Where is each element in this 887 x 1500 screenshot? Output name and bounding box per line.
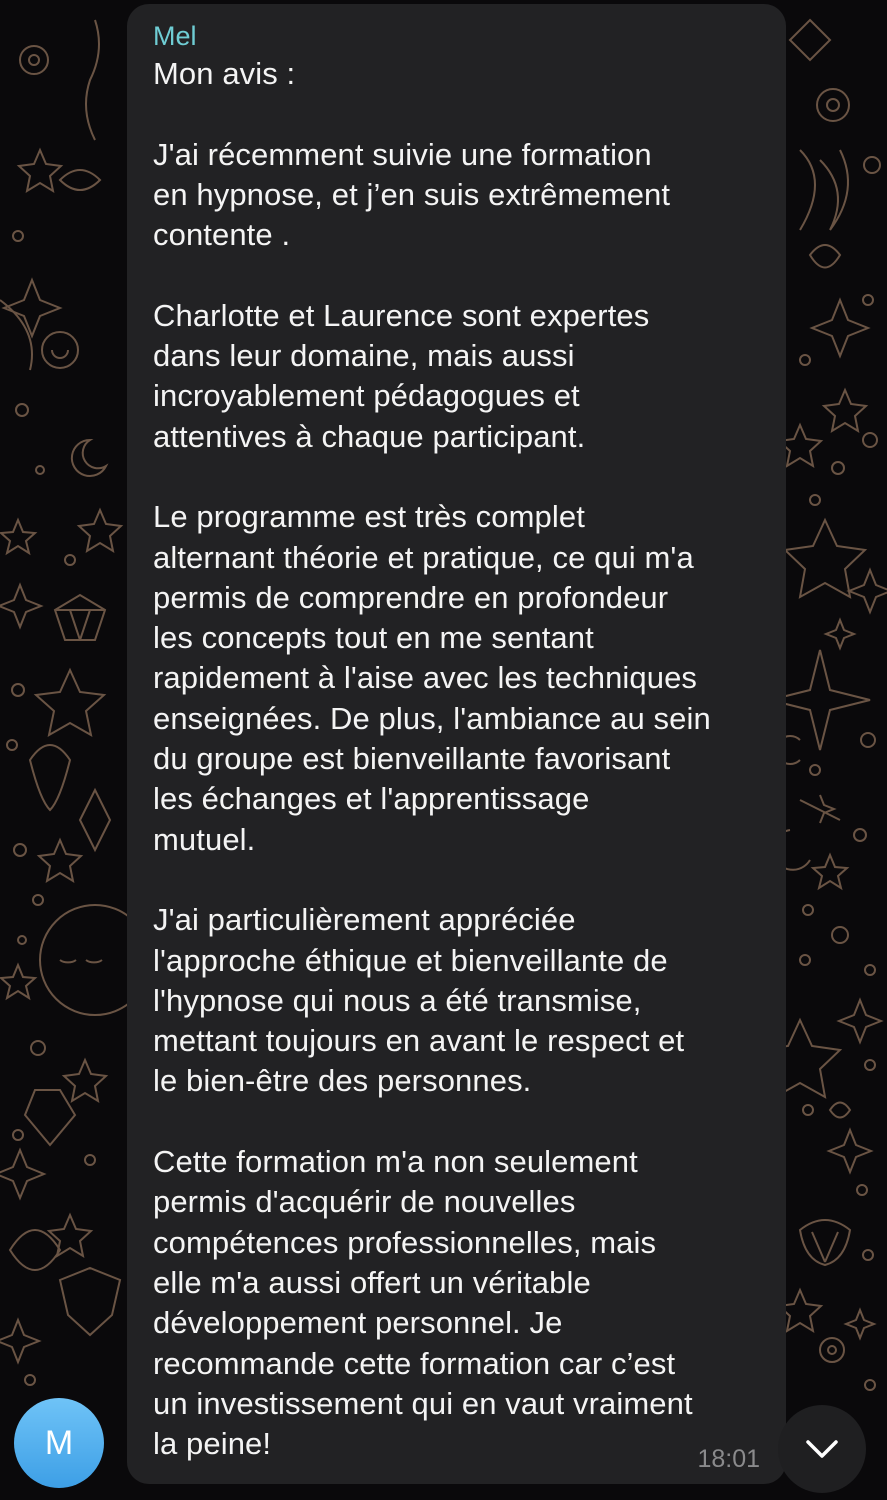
scroll-down-button[interactable]	[778, 1405, 866, 1493]
chevron-down-icon	[802, 1429, 842, 1469]
sender-name[interactable]: Mel	[153, 21, 197, 51]
avatar-initial: M	[44, 1423, 74, 1462]
message-time: 18:01	[697, 1445, 760, 1473]
message-bubble[interactable]	[127, 4, 786, 1484]
avatar[interactable]	[14, 1398, 104, 1488]
message-text: Mon avis : J'ai récemment suivie une formation en hypnose, et j’en suis extrêmement contente . Charlotte et Laurence sont expertes dans leur domaine, mais aussi incroyablement pédagogues et attentives à chaque participant. Le programme est très complet alternant théorie et pratique, ce qui m'a permis de comprendre en profondeur les concepts tout en me sentant rapidement à l'aise avec les techniques enseignées. De plus, l'ambiance au sein du groupe est bienveillante favorisant les échanges et l'apprentissage mutuel. J'ai particulièrement appréciée l'approche éthique et bienveillante de l'hypnose qui nous a été transmise, mettant toujours en avant le respect et le bien-être des personnes. Cette formation m'a non seulement permis d'acquérir de nouvelles compétences professionnelles, mais elle m'a aussi offert un véritable développement personnel. Je recommande cette formation car c’est un investissement qui en vaut vraiment la peine!	[153, 56, 711, 1462]
